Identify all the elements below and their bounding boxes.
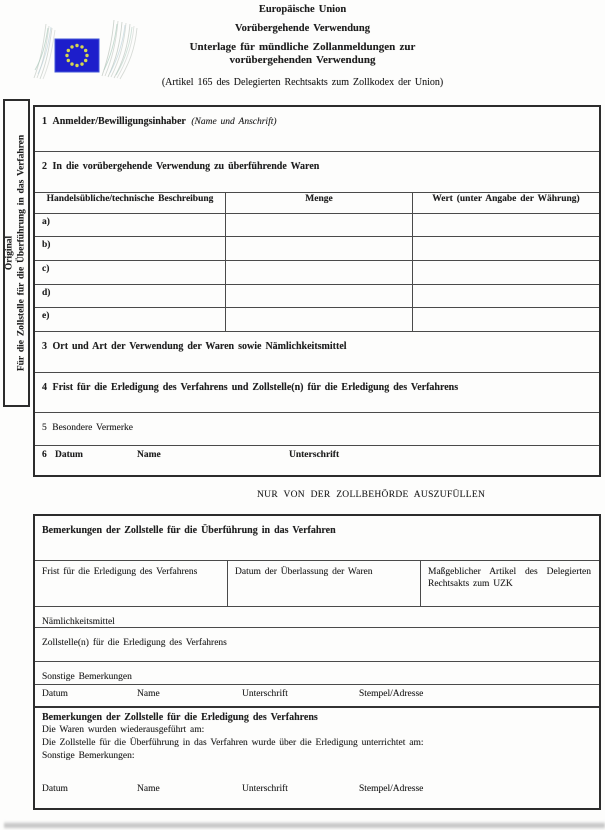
field-1-number: 1 [42,116,47,127]
eu-flag-streamers-graphic [30,18,140,82]
goods-col-quantity-header: Menge [225,193,412,213]
field-6-signature-row [35,445,599,478]
date-label: Datum [55,450,83,460]
document-title-line2: vorübergehenden Verwendung [229,54,376,66]
field-5-number: 5 [42,423,47,433]
goods-row-label: d) [42,288,51,298]
other-remarks-label: Sonstige Bemerkungen [42,672,132,682]
field-1-label: Anmelder/Bewilligungsinhaber [52,116,186,127]
signature-label: Unterschrift [242,689,288,699]
customs-columns-row [35,560,599,606]
goods-row-label: a) [42,217,50,227]
office-informed-line: Die Zollstelle für die Überführung in das Verfahren wurde über die Erledigung unterrichtet am: [42,738,424,748]
discharge-office-label: Zollstelle(n) für die Erledigung des Verfahrens [42,638,227,648]
field-6-number: 6 [42,450,47,460]
entry-office-remarks-title: Bemerkungen der Zollstelle für die Überführung in das Verfahren [42,525,336,536]
goods-quantity-cell [225,308,412,331]
copy-type-label: Original [4,235,14,271]
legal-reference: (Artikel 165 des Delegierten Rechtsakts zum Zollkodex der Union) [161,77,444,88]
field-2-number: 2 [42,161,47,172]
goods-row-label: e) [42,311,50,321]
field-4-number: 4 [42,382,47,393]
field-5-special-remarks [35,412,599,445]
stamp-address-label: Stempel/Adresse [359,784,424,794]
goods-row-e [35,307,599,331]
goods-col-description-header: Handelsübliche/technische Beschreibung [46,194,214,204]
discharge-period-cell: Frist für die Erledigung des Verfahrens [42,567,198,577]
goods-quantity-cell [225,285,412,307]
field-4-discharge-period [35,372,599,412]
discharge-office-remarks-section [35,706,599,808]
name-label: Name [137,689,160,699]
goods-value-cell [412,285,599,307]
identification-means-label: Nämlichkeitsmittel [42,617,115,627]
goods-row-a [35,213,599,236]
goods-row-d [35,284,599,307]
other-remarks-line: Sonstige Bemerkungen: [42,751,135,761]
copy-office-label: Für die Zollstelle für die Überführung in das Verfahren [15,134,26,372]
name-label: Name [137,450,161,460]
goods-value-cell [412,214,599,236]
goods-table-header [35,192,599,213]
other-remarks-row [35,661,599,684]
release-date-cell: Datum der Überlassung der Waren [227,561,420,606]
eu-commission-logo-icon [30,18,140,82]
goods-row-label: c) [42,264,50,274]
goods-value-cell [412,308,599,331]
entry-signature-row [35,684,599,706]
eu-union-title: Europäische Union [258,4,347,15]
goods-quantity-cell [225,237,412,260]
field-4-label: Frist für die Erledigung des Verfahrens und Zollstelle(n) für die Erledigung des Verfahrens [52,382,459,393]
customs-only-note: NUR VON DER ZOLLBEHÖRDE AUSZUFÜLLEN [257,490,486,500]
goods-row-c [35,260,599,284]
stamp-address-label: Stempel/Adresse [359,689,424,699]
field-1-declarant [35,107,599,151]
discharge-remarks-title: Bemerkungen der Zollstelle für die Erledigung des Verfahrens [42,712,318,723]
date-label: Datum [42,689,68,699]
goods-value-cell [412,261,599,284]
signature-label: Unterschrift [289,450,340,460]
field-2-label: In die vorübergehende Verwendung zu überführende Waren [52,161,320,172]
goods-col-value-header: Wert (unter Angabe der Währung) [412,193,599,213]
goods-row-b [35,236,599,260]
discharge-signature-row [35,784,599,798]
goods-quantity-cell [225,261,412,284]
entry-office-remarks-section [35,516,599,560]
field-1-hint: (Name und Anschrift) [191,117,277,127]
field-3-label: Ort und Art der Verwendung der Waren sowie Nämlichkeitsmittel [52,341,347,352]
field-3-number: 3 [42,341,47,352]
field-3-use-place [35,331,599,372]
customs-box [33,514,601,810]
document-title-line1: Unterlage für mündliche Zollanmeldungen zur [189,41,416,53]
name-label: Name [137,784,160,794]
declaration-box [33,105,601,477]
discharge-office-row [35,627,599,661]
applicable-article-cell: Maßgeblicher Artikel des Delegierten Rechtsakts zum UZK [420,561,599,606]
signature-label: Unterschrift [242,784,288,794]
goods-row-label: b) [42,240,51,250]
goods-quantity-cell [225,214,412,236]
copy-designation-sidebar [3,99,30,407]
reexported-line: Die Waren wurden wiederausgeführt am: [42,725,205,735]
goods-value-cell [412,237,599,260]
procedure-title: Vorübergehende Verwendung [234,23,370,34]
field-5-label: Besondere Vermerke [52,423,133,433]
date-label: Datum [42,784,68,794]
scan-artifact [4,821,605,829]
field-2-goods [35,151,599,192]
identification-means-row [35,606,599,627]
